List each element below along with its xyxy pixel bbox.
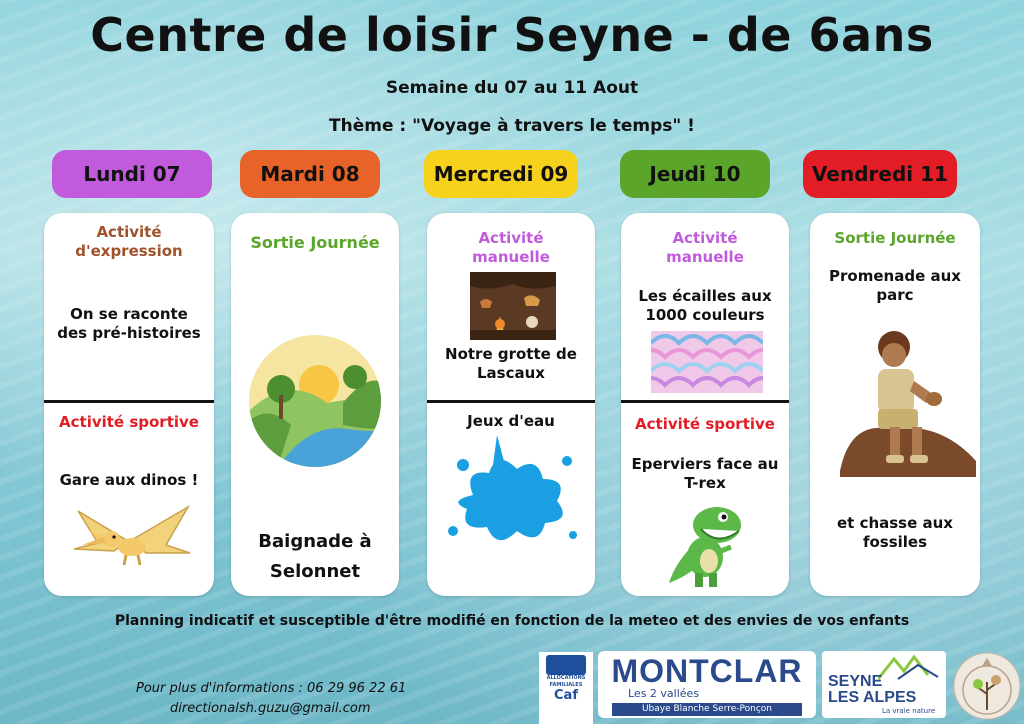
day-card-mardi (231, 213, 399, 596)
landscape-lake-icon (247, 333, 383, 469)
activity-text: Promenade aux (829, 267, 961, 285)
seyne-logo (822, 651, 946, 718)
activity-text: T-rex (684, 474, 726, 492)
activity-title: Activité sportive (59, 413, 199, 431)
contact-phone: Pour plus d'informations : 06 29 96 22 61 (136, 681, 407, 696)
activity-text: Lascaux (477, 364, 545, 382)
day-card-jeudi (621, 213, 789, 596)
activity-title: Activité (96, 223, 162, 241)
contact-email[interactable]: directionalsh.guzu@gmail.com (170, 701, 371, 716)
montclar-bar: Ubaye Blanche Serre-Ponçon (612, 703, 802, 716)
montclar-sub: Les 2 vallées (628, 687, 700, 700)
cave-painting-image (470, 272, 556, 340)
activity-title: Activité (672, 229, 738, 247)
seyne-text: LES ALPES (828, 689, 917, 706)
day-card-mercredi (427, 213, 595, 596)
caf-logo (539, 652, 593, 724)
caf-text: ALLOCATIONS (546, 675, 586, 681)
activity-title: Activité (478, 229, 544, 247)
caf-text: FAMILIALES (549, 682, 583, 688)
activity-text: Gare aux dinos ! (59, 471, 199, 489)
seyne-mountain-icon (878, 655, 940, 681)
day-label-vendredi: Vendredi 11 (803, 150, 957, 198)
activity-text: Jeux d'eau (467, 412, 555, 430)
activity-text: Les écailles aux (638, 287, 772, 305)
card-divider (44, 400, 214, 403)
day-label-mardi: Mardi 08 (240, 150, 380, 198)
day-card-lundi (44, 213, 214, 596)
activity-text: parc (876, 286, 914, 304)
caf-text: Caf (554, 688, 578, 703)
activity-title: manuelle (666, 248, 744, 266)
activity-text: Baignade à (258, 531, 372, 552)
globe-tree-logo (952, 650, 1022, 722)
montclar-name: MONTCLAR (611, 653, 803, 689)
card-divider (621, 400, 789, 403)
t-rex-icon (665, 503, 747, 589)
day-label-mercredi: Mercredi 09 (424, 150, 578, 198)
water-splash-icon (433, 435, 583, 555)
activity-text: et chasse aux (837, 514, 953, 532)
day-label-lundi: Lundi 07 (52, 150, 212, 198)
activity-title: d'expression (75, 242, 183, 260)
colorful-scales-image (651, 331, 763, 393)
activity-title: Activité sportive (635, 415, 775, 433)
activity-text: fossiles (862, 533, 928, 551)
activity-text: On se raconte (70, 305, 188, 323)
activity-text: des pré-histoires (57, 324, 201, 342)
seyne-text: SEYNE (828, 673, 883, 690)
activity-text: 1000 couleurs (645, 306, 765, 324)
theme-subtitle: Thème : "Voyage à travers le temps" ! (329, 116, 695, 136)
activity-text: Selonnet (269, 561, 361, 582)
activity-text: Eperviers face au (631, 455, 779, 473)
activity-text: Notre grotte de (445, 345, 577, 363)
week-subtitle: Semaine du 07 au 11 Aout (385, 78, 639, 98)
planning-disclaimer: Planning indicatif et susceptible d'être modifié en fonction de la meteo et des envies de vos enfants (114, 613, 910, 629)
activity-title: Sortie Journée (834, 229, 956, 247)
montclar-logo (598, 651, 816, 718)
pterodactyl-icon (68, 501, 194, 573)
explorer-icon (830, 321, 976, 481)
activity-title: Sortie Journée (250, 233, 380, 252)
day-card-vendredi (810, 213, 980, 596)
card-divider (427, 400, 595, 403)
seyne-tagline: La vraie nature (882, 707, 936, 715)
day-label-jeudi: Jeudi 10 (620, 150, 770, 198)
activity-title: manuelle (472, 248, 550, 266)
page-title: Centre de loisir Seyne - de 6ans (90, 8, 934, 62)
caf-snowflake-icon (546, 655, 586, 675)
